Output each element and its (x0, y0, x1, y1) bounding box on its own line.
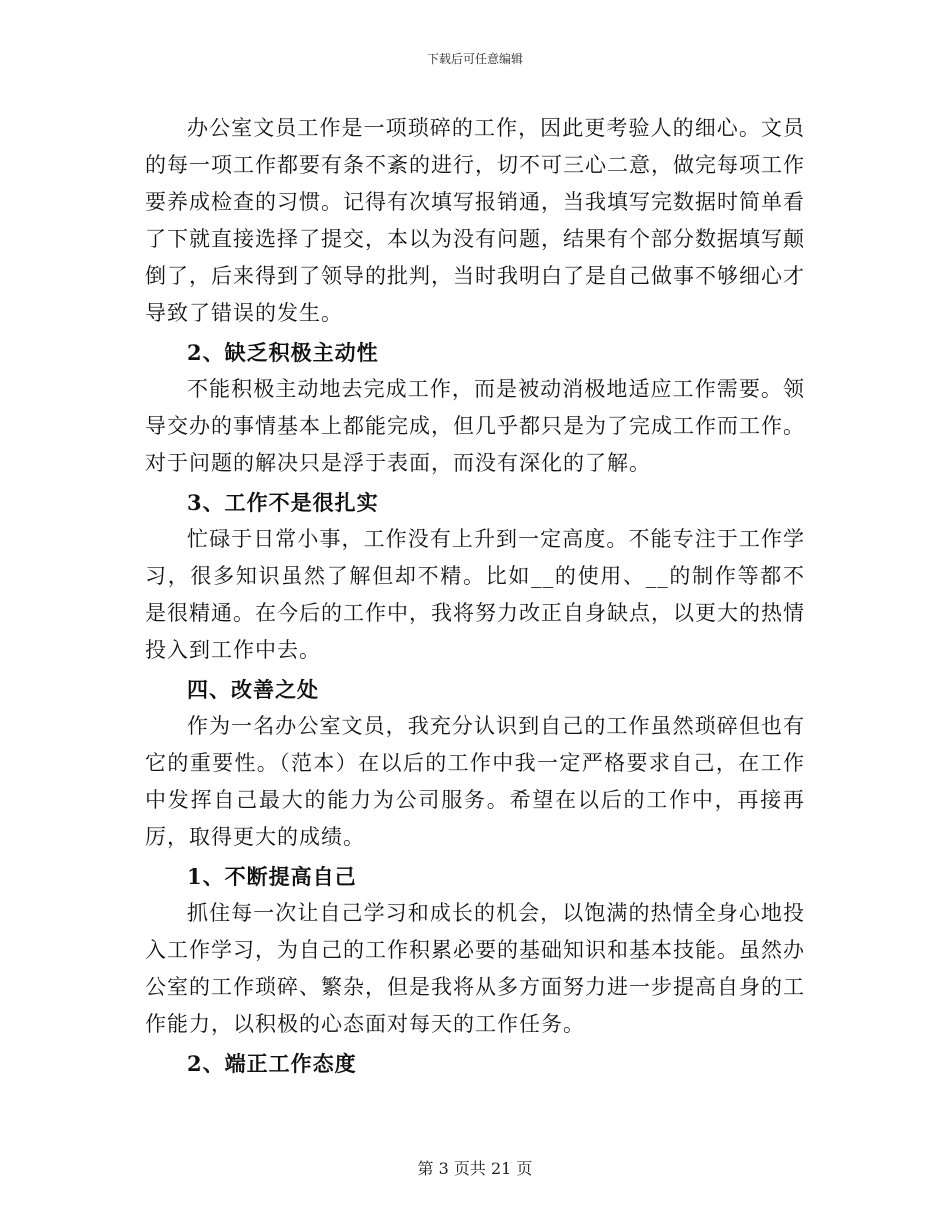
paragraph-improvements: 作为一名办公室文员，我充分认识到自己的工作虽然琐碎但也有它的重要性。（范本）在以后的工作中我一定严格要求自己，在工作中发挥自己最大的能力为公司服务。希望在以后的工作中，再接再厉，取得更大的成绩。 (145, 714, 805, 849)
paragraph-work-not-solid: 忙碌于日常小事，工作没有上升到一定高度。不能专注于工作学习，很多知识虽然了解但却不精。比如__的使用、__的制作等都不是很精通。在今后的工作中，我将努力改正自身缺点，以更大的热情投入到工作中去。 (145, 527, 805, 662)
heading-improvements: 四、改善之处 (187, 677, 319, 702)
heading-lack-initiative: 2、缺乏积极主动性 (187, 340, 379, 365)
page-header: 下载后可任意编辑 (426, 52, 523, 66)
heading-work-not-solid: 3、工作不是很扎实 (187, 490, 379, 515)
page-number: 第 3 页共 21 页 (417, 1159, 533, 1178)
heading-work-attitude: 2、端正工作态度 (187, 1051, 357, 1076)
heading-self-improvement: 1、不断提高自己 (187, 864, 357, 889)
document-body (145, 110, 805, 1082)
paragraph-lack-initiative: 不能积极主动地去完成工作，而是被动消极地适应工作需要。领导交办的事情基本上都能完成，但几乎都只是为了完成工作而工作。对于问题的解决只是浮于表面，而没有深化的了解。 (145, 377, 805, 475)
paragraph-self-improvement: 抓住每一次让自己学习和成长的机会，以饱满的热情全身心地投入工作学习，为自己的工作积累必要的基础知识和基本技能。虽然办公室的工作琐碎、繁杂，但是我将从多方面努力进一步提高自身的工作能力，以积极的心态面对每天的工作任务。 (145, 901, 805, 1036)
paragraph-carefulness: 办公室文员工作是一项琐碎的工作，因此更考验人的细心。文员的每一项工作都要有条不紊的进行，切不可三心二意，做完每项工作要养成检查的习惯。记得有次填写报销通，当我填写完数据时简单看了下就直接选择了提交，本以为没有问题，结果有个部分数据填写颠倒了，后来得到了领导的批判，当时我明白了是自己做事不够细心才导致了错误的发生。 (145, 116, 805, 325)
